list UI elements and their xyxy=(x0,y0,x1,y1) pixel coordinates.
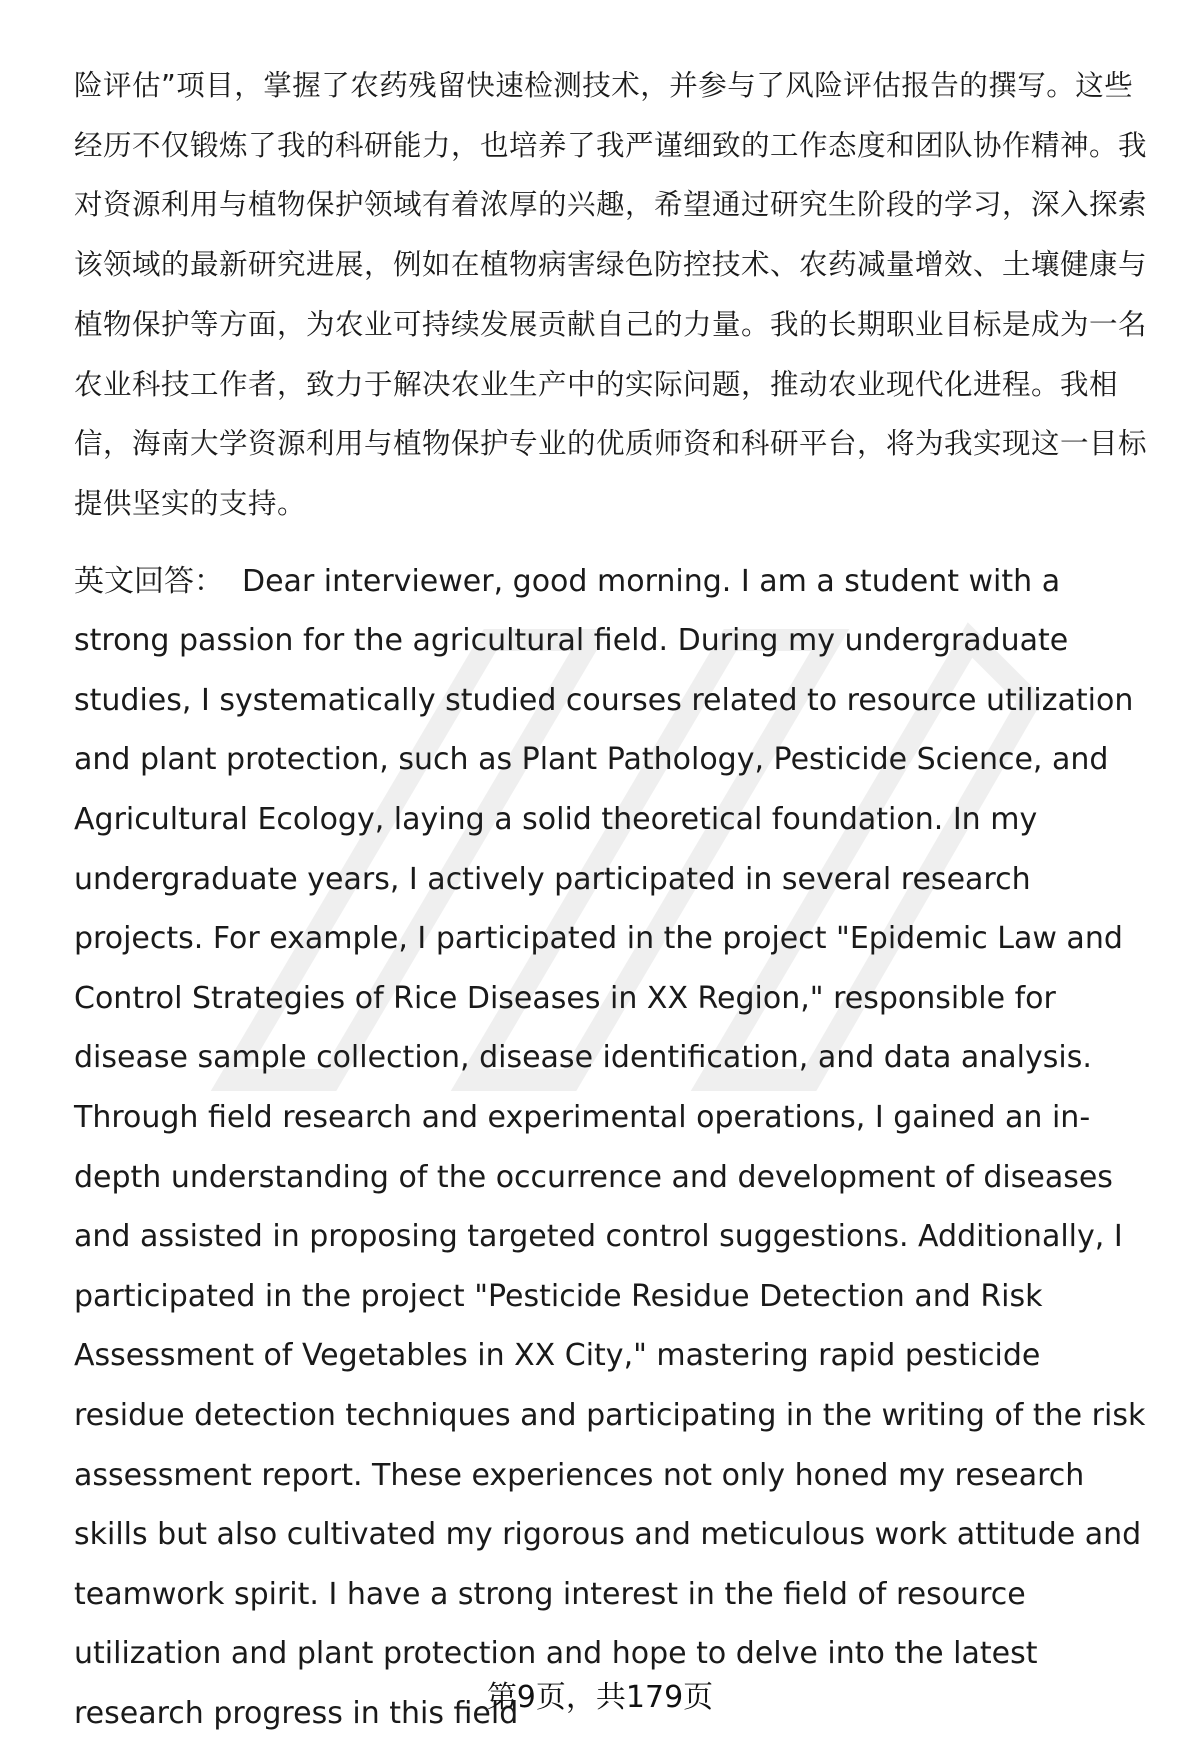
english-answer-text: Dear interviewer, good morning. I am a student with a strong passion for the agricultural field. During my undergraduate studies, I systematically studied courses related to resource utilization and plant protection, such as Plant Pathology, Pesticide Science, and Agricultural Ecology, laying a solid theoretical foundation. In my undergraduate years, I actively participated in several research projects. For example, I participated in the project "Epidemic Law and Control Strategies of Rice Diseases in XX Region," responsible for disease sample collection, disease identification, and data analysis. Through field research and experimental operations, I gained an in-depth understanding of the occurrence and development of diseases and assisted in proposing targeted control suggestions. Additionally, I participated in the project "Pesticide Residue Detection and Risk Assessment of Vegetables in XX City," mastering rapid pesticide residue detection techniques and participating in the writing of the risk assessment report. These experiences not only honed my research skills but also cultivated my rigorous and meticulous work attitude and teamwork spirit. I have a strong interest in the field of resource utilization and plant protection and hope to delve into the latest research progress in this field xyxy=(74,563,1146,1731)
page-number: 第9页，共179页 xyxy=(486,1680,714,1715)
document-body xyxy=(74,56,1154,1744)
english-answer-paragraph xyxy=(74,552,1154,1744)
chinese-paragraph: 险评估”项目，掌握了农药残留快速检测技术，并参与了风险评估报告的撰写。这些经历不仅锻炼了我的科研能力，也培养了我严谨细致的工作态度和团队协作精神。我对资源利用与植物保护领域有着浓厚的兴趣，希望通过研究生阶段的学习，深入探索该领域的最新研究进展，例如在植物病害绿色防控技术、农药减量增效、土壤健康与植物保护等方面，为农业可持续发展贡献自己的力量。我的长期职业目标是成为一名农业科技工作者，致力于解决农业生产中的实际问题，推动农业现代化进程。我相信，海南大学资源利用与植物保护专业的优质师资和科研平台，将为我实现这一目标提供坚实的支持。 xyxy=(74,69,1148,520)
english-answer-label: 英文回答： xyxy=(74,563,224,599)
